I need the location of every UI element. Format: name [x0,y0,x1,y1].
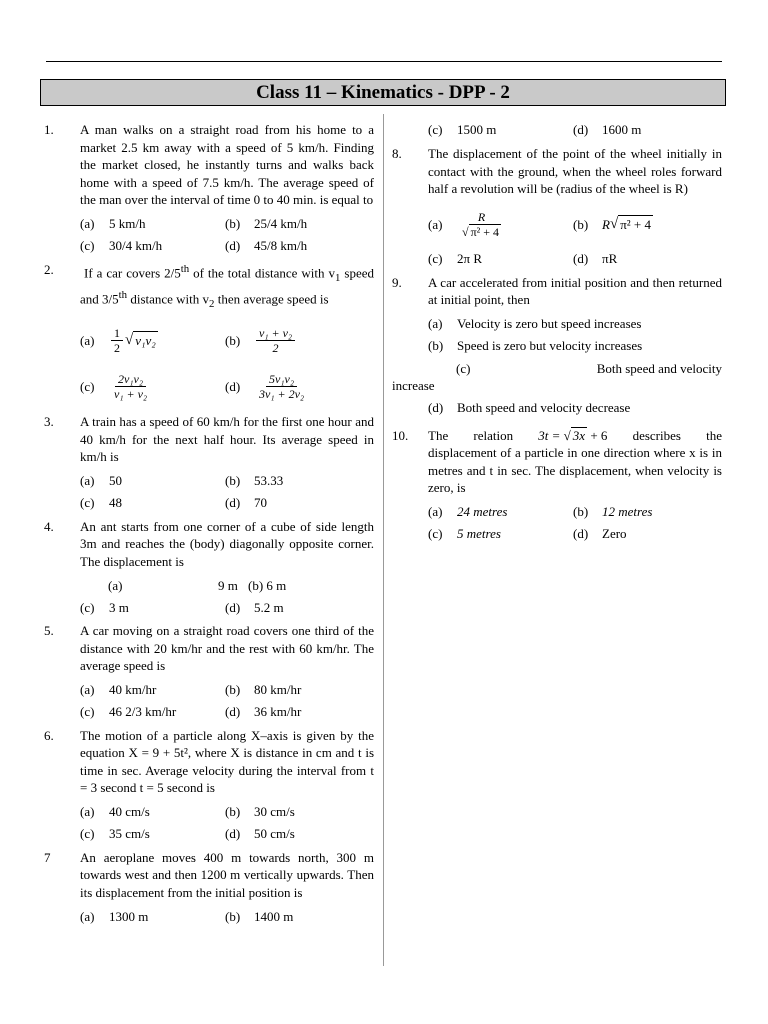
question-5 [44,622,374,723]
question-10 [392,427,722,545]
option-c: (c) 46 2/3 km/hr [80,704,177,720]
question-number: 5. [44,623,54,639]
option-a-text: 9 m [218,577,238,593]
option-b: (b) 25/4 km/h [225,215,308,231]
option-c: (c) 30/4 km/h [80,237,163,253]
sqrt-sign: √ [609,215,619,232]
option-b: (b) 53.33 [225,473,284,489]
question-text: A man walks on a straight road from his home to a market 2.5 km away with a speed of 5 km/h. Finding the market closed, he instantly turns and walks back home with a speed of 7.5 km/h. The average speed of the man over the interval of time 0 to 40 min. is equal to [80,122,374,207]
option-a: (a) $\frac{R}{\text{√ π² + 4}}$ [428,202,573,248]
options [80,679,374,723]
sqrt-sign: √ [125,331,134,348]
question-7-continued [392,121,722,139]
option-b: (b) 6 m [248,577,287,593]
option-a: (a) 1300 m [80,908,149,924]
question-number: 3. [44,414,54,430]
question-number: 6. [44,727,54,743]
option-d: (d) Zero [573,525,627,541]
question-number: 7 [44,849,51,865]
option-b: (b) 12 metres [573,503,653,519]
question-text: An ant starts from one corner of a cube of side length 3m and reaches the (body) diagonally opposite corner. The displacement is [80,518,374,569]
question-text: A train has a speed of 60 km/h for the first one hour and 40 km/h for the next half hour. Its average speed in km/h is [80,414,374,465]
question-number: 2. [44,261,54,277]
option-b: (b) 80 km/hr [225,682,302,698]
question-number: 9. [392,274,402,290]
question-number: 4. [44,518,54,534]
options [428,501,722,545]
question-8 [392,145,722,270]
question-9 [392,274,722,419]
option-d: (d) 36 km/hr [225,704,302,720]
option-b: (b) $\frac{\text{v₁ + v₂}}{2}$ [225,317,374,363]
option-c: (c) 48 [80,495,122,511]
question-text: A car accelerated from initial position and then returned at initial point, then [428,274,722,307]
options [80,905,374,927]
option-d: (d) 1600 m [573,122,642,138]
option-d: (d) 50 cm/s [225,826,295,842]
option-d: (d) 70 [225,495,267,511]
option-b: (b) R √ π² + 4 [573,215,651,233]
options [80,470,374,514]
options [80,596,374,618]
question-text: An aeroplane moves 400 m towards north, 300 m towards west and then 1200 m vertically upwards. Then its displacement from the initial position is [80,849,374,900]
question-2 [44,261,374,410]
fraction: $\frac{\text{v₁ + v₂}}{2}$ [256,326,295,355]
page-title: Class 11 – Kinematics - DPP - 2 [40,79,726,106]
option-b: (b) Speed is zero but velocity increases [428,337,643,353]
option-c: (c) 1500 m [428,122,497,138]
question-text: The displacement of the point of the wheel initially in contact with the ground, when the wheel roles forward half a revolution will be (radius of the wheel is R) [428,146,722,196]
option-c: (c) 3 m [80,599,129,615]
option-a: (a) 50 [80,473,122,489]
question-text: The motion of a particle along X–axis is given by the equation X = 9 + 5t², where X is distance in cm and t is time in sec. Average velocity during the interval from t = 3 second t = 5 second is [80,727,374,796]
option-d: (d) πR [573,250,618,266]
equation: 3t = √ 3x + 6 [538,427,608,443]
option-a: (a) Velocity is zero but speed increases [428,315,642,331]
option-a: (a) 5 km/h [80,215,146,231]
option-d: (d) $\frac{\text{5v₁v₂}}{\text{3v₁ + 2v₂}}$ [225,363,374,409]
option-d: (d) 45/8 km/h [225,237,308,253]
fraction: $\frac{\text{2v₁v₂}}{\text{v₁ + v₂}}$ [114,371,148,401]
options [80,801,374,845]
option-c: (c) Both speed and velocity increase [392,360,722,393]
question-6 [44,727,374,845]
question-first-line: The relation 3t = √ 3x + 6 describes the [428,427,722,443]
option-d: (d) Both speed and velocity decrease [428,399,631,415]
option-line-ab [80,574,374,596]
question-text: A car moving on a straight road covers one third of the distance with 20 km/hr and the rest with 60 km/hr. The average speed is [80,623,374,674]
sqrt-sign: √ [462,225,469,239]
option-b: (b) 30 cm/s [225,804,295,820]
options [80,213,374,257]
top-rule [46,61,722,62]
sqrt-sign: √ [563,427,571,443]
fraction: $\frac{\text{5v₁v₂}}{\text{3v₁ + 2v₂}}$ [259,371,305,401]
option-a: (a) 40 cm/s [80,804,150,820]
option-a-label: (a) [108,577,123,593]
column-divider [383,114,384,966]
question-7 [44,849,374,928]
option-b: (b) 1400 m [225,908,294,924]
options [428,121,722,139]
fraction: $\frac{1}{2}$ [111,326,123,355]
option-c: (c) 35 cm/s [80,826,150,842]
left-column [44,121,374,931]
option-c: (c) 5 metres [428,525,501,541]
question-text: If a car covers 2/5th of the total distance with $v_1$ speed and 3/5th distance with $v_2$ then average speed is [80,262,375,310]
option-a: (a) 40 km/hr [80,682,157,698]
option-c: (c) $\frac{\text{2v₁v₂}}{\text{v₁ + v₂}}$ [80,363,225,409]
question-number: 8. [392,146,402,161]
options [392,313,722,419]
question-4 [44,518,374,619]
option-a: (a) $\frac{1}{2}$ √ v₁v₂ [80,325,156,355]
options [428,202,722,270]
question-number: 10. [392,427,409,443]
question-number: 1. [44,122,54,137]
right-column [392,121,722,549]
option-a: (a) 24 metres [428,503,508,519]
options [80,317,374,409]
question-1 [44,121,374,257]
option-d: (d) 5.2 m [225,599,284,615]
option-c: (c) 2π R [428,250,482,266]
question-text: displacement of a particle in one direction where x is in metres and t in sec. The displacement, when velocity is zero, is [428,445,722,495]
question-3 [44,413,374,514]
fraction: $\frac{R}{\text{√ π² + 4}}$ [462,210,500,239]
